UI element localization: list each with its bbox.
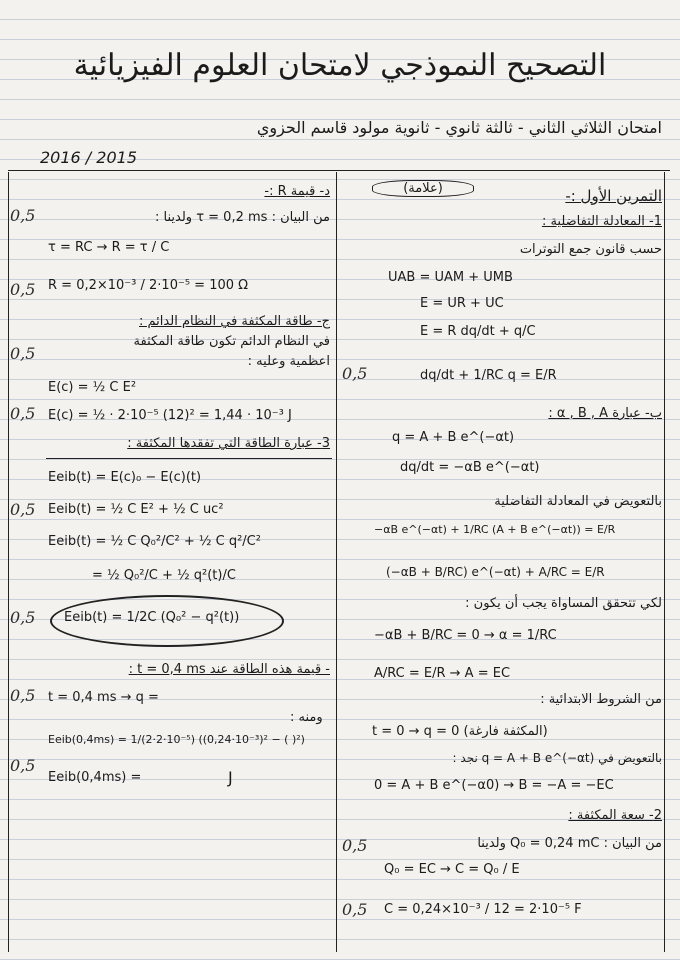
text-line: في النظام الدائم تكون طاقة المكثفة — [133, 334, 330, 349]
equation: Q₀ = EC → C = Q₀ / E — [384, 862, 520, 877]
grade-mark: 0,5 — [342, 364, 368, 383]
exercise-title: التمرين الأول :- — [565, 187, 662, 205]
grade-mark: 0,5 — [10, 280, 36, 299]
section-heading: - قيمة هذه الطاقة عند t = 0,4 ms : — [128, 662, 330, 677]
section-heading: ب- عبارة α , B , A : — [548, 406, 662, 421]
equation: t = 0 → q = 0 (المكثفة فارغة) — [372, 724, 548, 739]
equation: q = A + B e^(−αt) — [392, 430, 515, 445]
equation: A/RC = E/R → A = EC — [374, 666, 511, 681]
equation: E = R dq/dt + q/C — [420, 324, 536, 339]
equation-result: Eeib(t) = 1/2C (Q₀² − q²(t)) — [64, 610, 240, 625]
header-divider — [8, 170, 670, 171]
text-line: من الشروط الابتدائية : — [540, 692, 662, 707]
equation: −αB + B/RC = 0 → α = 1/RC — [374, 628, 557, 643]
text-line: بالتعويض في المعادلة التفاضلية — [494, 494, 662, 509]
equation: E(c) = ½ C E² — [48, 380, 137, 395]
equation: −αB e^(−αt) + 1/RC (A + B e^(−αt)) = E/R — [374, 523, 616, 536]
grade-mark: 0,5 — [10, 206, 36, 225]
equation: t = 0,4 ms → q = — [48, 690, 159, 705]
underline-rule — [46, 458, 332, 459]
text-line: لكي تتحقق المساواة يجب أن يكون : — [465, 596, 662, 611]
text-line: حسب قانون جمع التوترات — [519, 242, 662, 257]
grade-mark: 0,5 — [342, 836, 368, 855]
equation: E(c) = ½ · 2·10⁻⁵ (12)² = 1,44 · 10⁻³ J — [48, 408, 292, 423]
equation: = ½ Q₀²/C + ½ q²(t)/C — [92, 568, 236, 583]
equation: UAB = UAM + UMB — [388, 270, 513, 285]
equation: (−αB + B/RC) e^(−αt) + A/RC = E/R — [386, 565, 605, 579]
equation: dq/dt + 1/RC q = E/R — [420, 368, 557, 383]
equation: Eeib(t) = ½ C Q₀²/C² + ½ C q²/C² — [48, 534, 261, 549]
grade-mark: 0,5 — [342, 900, 368, 919]
equation: R = 0,2×10⁻³ / 2·10⁻⁵ = 100 Ω — [48, 278, 249, 293]
column-divider — [336, 172, 337, 952]
equation: Eeib(t) = ½ C E² + ½ C uc² — [48, 502, 224, 517]
text-line: من البيان : Q₀ = 0,24 mC ولدينا — [477, 836, 662, 851]
school-year: 2016 / 2015 — [40, 148, 137, 167]
section-heading: 2- سعة المكثفة : — [568, 808, 662, 823]
text-line: ومنه : — [290, 710, 323, 725]
equation: C = 0,24×10⁻³ / 12 = 2·10⁻⁵ F — [384, 902, 582, 917]
section-heading: ج- طاقة المكثفة في النظام الدائم : — [139, 314, 330, 329]
unit-label: J — [228, 768, 233, 787]
grade-mark: 0,5 — [10, 756, 36, 775]
equation: τ = RC → R = τ / C — [48, 240, 170, 255]
marks-note: (علامة) — [372, 180, 474, 197]
grade-mark: 0,5 — [10, 686, 36, 705]
grade-mark: 0,5 — [10, 608, 36, 627]
text-line: من البيان : τ = 0,2 ms ولدينا : — [154, 210, 330, 225]
text-line: اعظمية وعليه : — [247, 354, 330, 369]
grade-mark: 0,5 — [10, 500, 36, 519]
grade-mark: 0,5 — [10, 344, 36, 363]
page-title: التصحيح النموذجي لامتحان العلوم الفيزيائية — [73, 48, 607, 83]
equation: dq/dt = −αB e^(−αt) — [400, 460, 540, 475]
section-heading: 1- المعادلة التفاضلية : — [541, 214, 662, 229]
equation: Eeib(0,4ms) = 1/(2·2·10⁻⁵) ((0,24·10⁻³)² − ( )²) — [48, 733, 305, 746]
text-line: بالتعويض في q = A + B e^(−αt) نجد : — [452, 751, 662, 765]
section-heading: 3- عبارة الطاقة التي تفقدها المكثفة : — [127, 436, 330, 451]
left-margin-line — [8, 172, 9, 952]
equation: Eeib(t) = E(c)₀ − E(c)(t) — [48, 470, 202, 485]
equation: Eeib(0,4ms) = — [48, 770, 142, 785]
grade-mark: 0,5 — [10, 404, 36, 423]
page-subtitle: امتحان الثلاثي الثاني - ثالثة ثانوي - ثانوية مولود قاسم الحزوي — [256, 118, 662, 137]
equation: 0 = A + B e^(−α0) → B = −A = −EC — [374, 778, 614, 793]
equation: E = UR + UC — [420, 296, 504, 311]
section-heading: د- قيمة R :- — [264, 184, 330, 199]
